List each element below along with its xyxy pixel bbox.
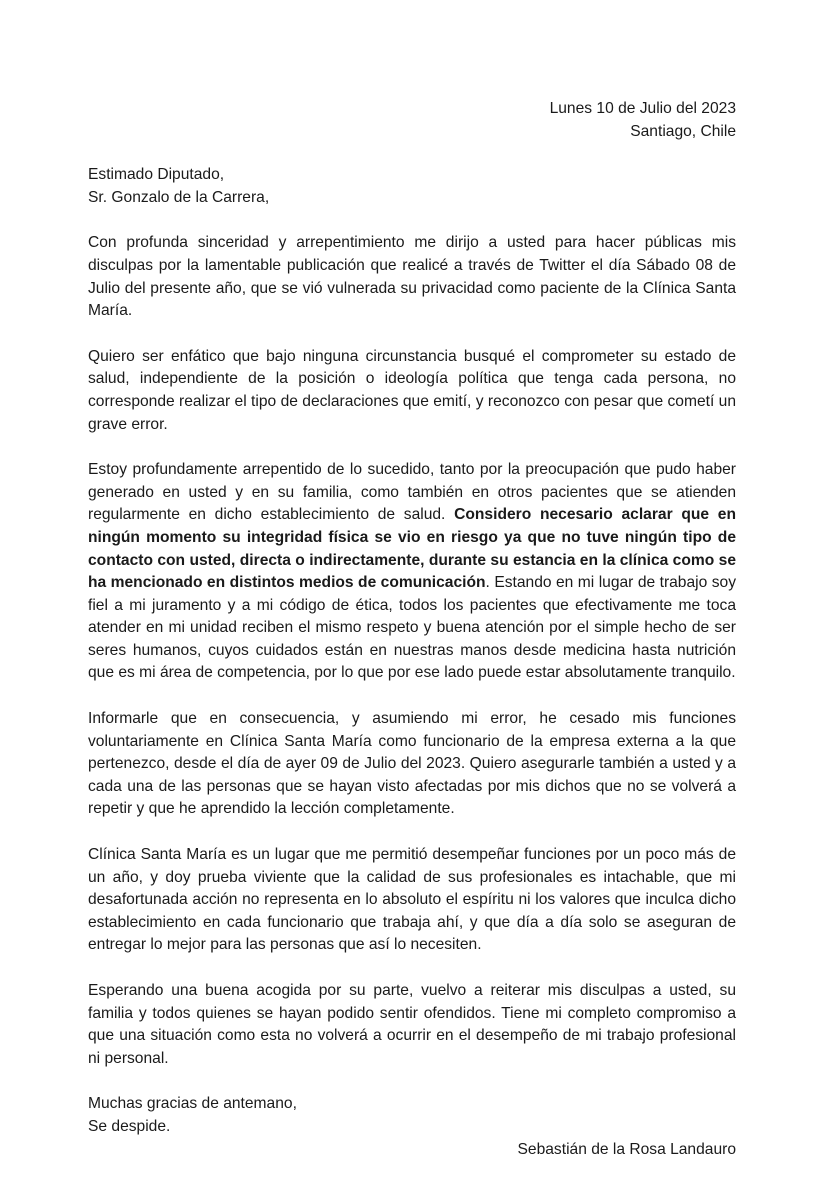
paragraph-3-end: . Estando en mi lugar de trabajo soy fiel a mi juramento y a mi código de ética, todos los pacientes que efectivamente me toca atender en mi unidad reciben el mismo respeto y buena atención por el simple hecho de ser seres humanos, cuyos cuidados están en nuestras manos desde medicina hasta nutrición que es mi área de competencia, por lo que por ese lado puede estar absolutamente tranquilo. — [88, 574, 736, 682]
salutation-line-1: Estimado Diputado, — [88, 166, 225, 184]
paragraph-6: Esperando una buena acogida por su parte, vuelvo a reiterar mis disculpas a usted, su familia y todos quienes se hayan podido sentir ofendidos. Tiene mi completo compromiso a que una situación como esta no volverá a ocurrir en el desempeño de mi trabajo profesional ni personal. — [88, 982, 736, 1067]
letter-date: Lunes 10 de Julio del 2023 — [549, 100, 736, 117]
paragraph-3 — [88, 459, 736, 685]
letter-place: Santiago, Chile — [630, 122, 736, 140]
paragraph-2: Quiero ser enfático que bajo ninguna circunstancia busqué el comprometer su estado de salud, independiente de la posición o ideología política que tenga cada persona, no corresponde realizar el tipo de declaraciones que emití, y reconozco con pesar que cometí un grave error. — [88, 347, 736, 433]
closing — [88, 1093, 736, 1138]
salutation — [88, 164, 736, 209]
paragraph-1: Con profunda sinceridad y arrepentimiento me dirijo a usted para hacer públicas mis disculpas por la lamentable publicación que realicé a través de Twitter el día Sábado 08 de Julio del presente año, que se vió vulnerada su privacidad como paciente de la Clínica Santa María. — [88, 234, 736, 320]
paragraph-4: Informarle que en consecuencia, y asumiendo mi error, he cesado mis funciones voluntariamente en Clínica Santa María como funcionario de la empresa externa a la que pertenezco, desde el día de ayer 09 de Julio del 2023. Quiero asegurarle también a usted y a cada una de las personas que se hayan visto afectadas por mis dichos que no se volverá a repetir y que he aprendido la lección completamente. — [88, 710, 736, 818]
letter-page — [88, 98, 736, 1161]
closing-line-2: Se despide. — [88, 1117, 171, 1135]
closing-line-1: Muchas gracias de antemano, — [88, 1095, 297, 1113]
paragraph-3-bold-statement: Considero necesario aclarar que en ningún momento su integridad física se vio en riesgo ya que no tuve ningún tipo de contacto con usted, directa o indirectamente, durante su estancia en la clínica como se ha mencionado en distintos medios de comunicación — [88, 506, 736, 592]
date-place-block — [88, 98, 736, 143]
salutation-line-2: Sr. Gonzalo de la Carrera, — [88, 188, 270, 206]
paragraph-5: Clínica Santa María es un lugar que me permitió desempeñar funciones por un poco más de un año, y doy prueba viviente que la calidad de sus profesionales es intachable, que mi desafortunada acción no representa en lo absoluto el espíritu ni los valores que inculca dicho establecimiento en cada funcionario que trabaja ahí, y que día a día solo se aseguran de entregar lo mejor para las personas que así lo necesiten. — [88, 846, 736, 954]
signature-name: Sebastián de la Rosa Landauro — [517, 1140, 736, 1158]
paragraph-3-start: Estoy profundamente arrepentido de lo sucedido, tanto por la preocupación que pudo haber generado en usted y en su familia, como también en otros pacientes que se atienden regularmente en dicho establecimiento de salud. — [88, 461, 736, 524]
